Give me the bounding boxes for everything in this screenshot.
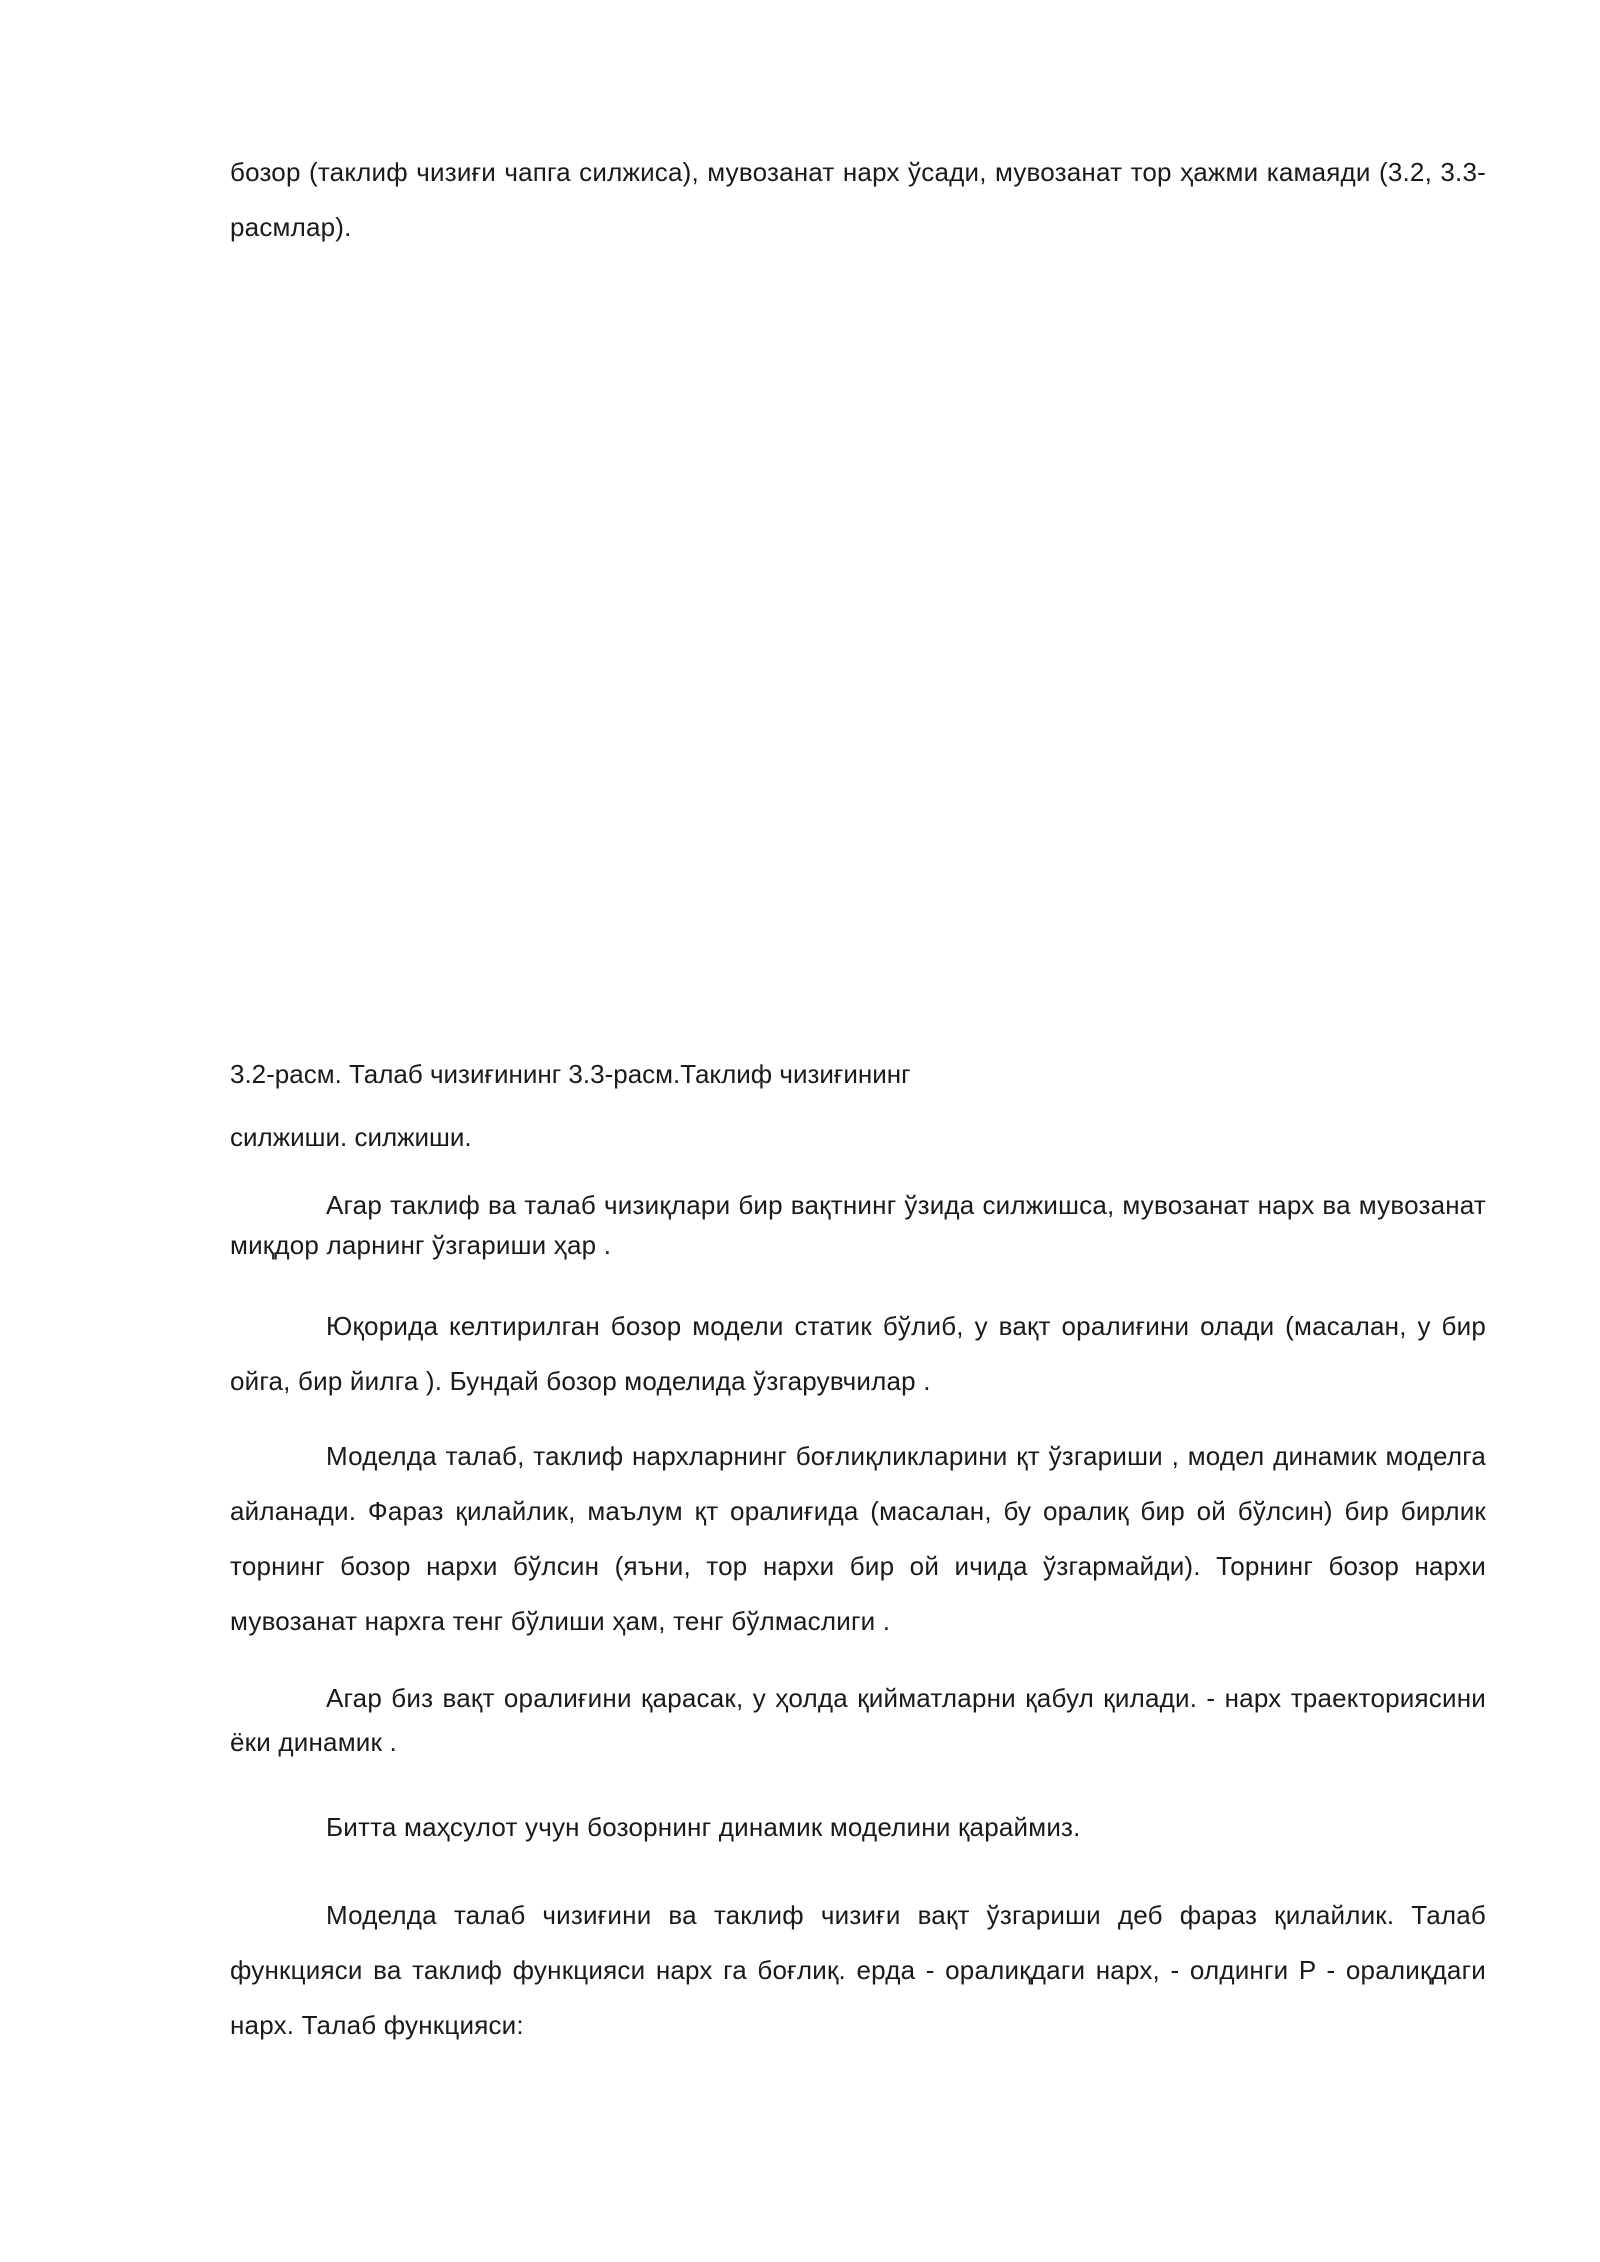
paragraph-intro: бозор (таклиф чизиғи чапга силжиса), мувозанат нарх ўсади, мувозанат тор ҳажми камаяди (3.2, 3.3-расмлар). xyxy=(230,157,1486,242)
figure-caption-line1: 3.2-расм. Талаб чизиғининг 3.3-расм.Таклиф чизиғининг xyxy=(230,1059,911,1089)
paragraph-static-model: Юқорида келтирилган бозор модели статик бўлиб, у вақт оралиғини олади (масалан, у бир ойга, бир йилга ). Бундай бозор моделида ўзгарувчилар . xyxy=(230,1311,1486,1396)
figure-placeholder xyxy=(230,290,1486,1020)
paragraph-single-product: Битта маҳсулот учун бозорнинг динамик моделини қараймиз. xyxy=(326,1812,1081,1842)
figure-caption-line2: силжиши. силжиши. xyxy=(230,1122,472,1152)
paragraph-price-trajectory: Агар биз вақт оралиғини қарасак, у ҳолда қийматларни қабул қилади. - нарх траекториясини ёки динамик . xyxy=(230,1683,1486,1757)
paragraph-demand-function: Моделда талаб чизиғини ва таклиф чизиғи вақт ўзгариши деб фараз қилайлик. Талаб функцияси ва таклиф функцияси нарх га боғлиқ. ерда - оралиқдаги нарх, - олдинги P - оралиқдаги нарх. Талаб функцияси: xyxy=(230,1900,1486,2040)
paragraph-dynamic-model: Моделда талаб, таклиф нархларнинг боғлиқликларини қт ўзгариши , модел динамик моделга айланади. Фараз қилайлик, маълум қт оралиғида (масалан, бу оралиқ бир ой бўлсин) бир бирлик торнинг бозор нархи бўлсин (яъни, тор нархи бир ой ичида ўзгармайди). Торнинг бозор нархи мувозанат нархга тенг бўлиши ҳам, тенг бўлмаслиги . xyxy=(230,1441,1486,1636)
paragraph-shift: Агар таклиф ва талаб чизиқлари бир вақтнинг ўзида силжишса, мувозанат нарх ва мувозанат миқдор ларнинг ўзгариши ҳар . xyxy=(230,1190,1486,1260)
